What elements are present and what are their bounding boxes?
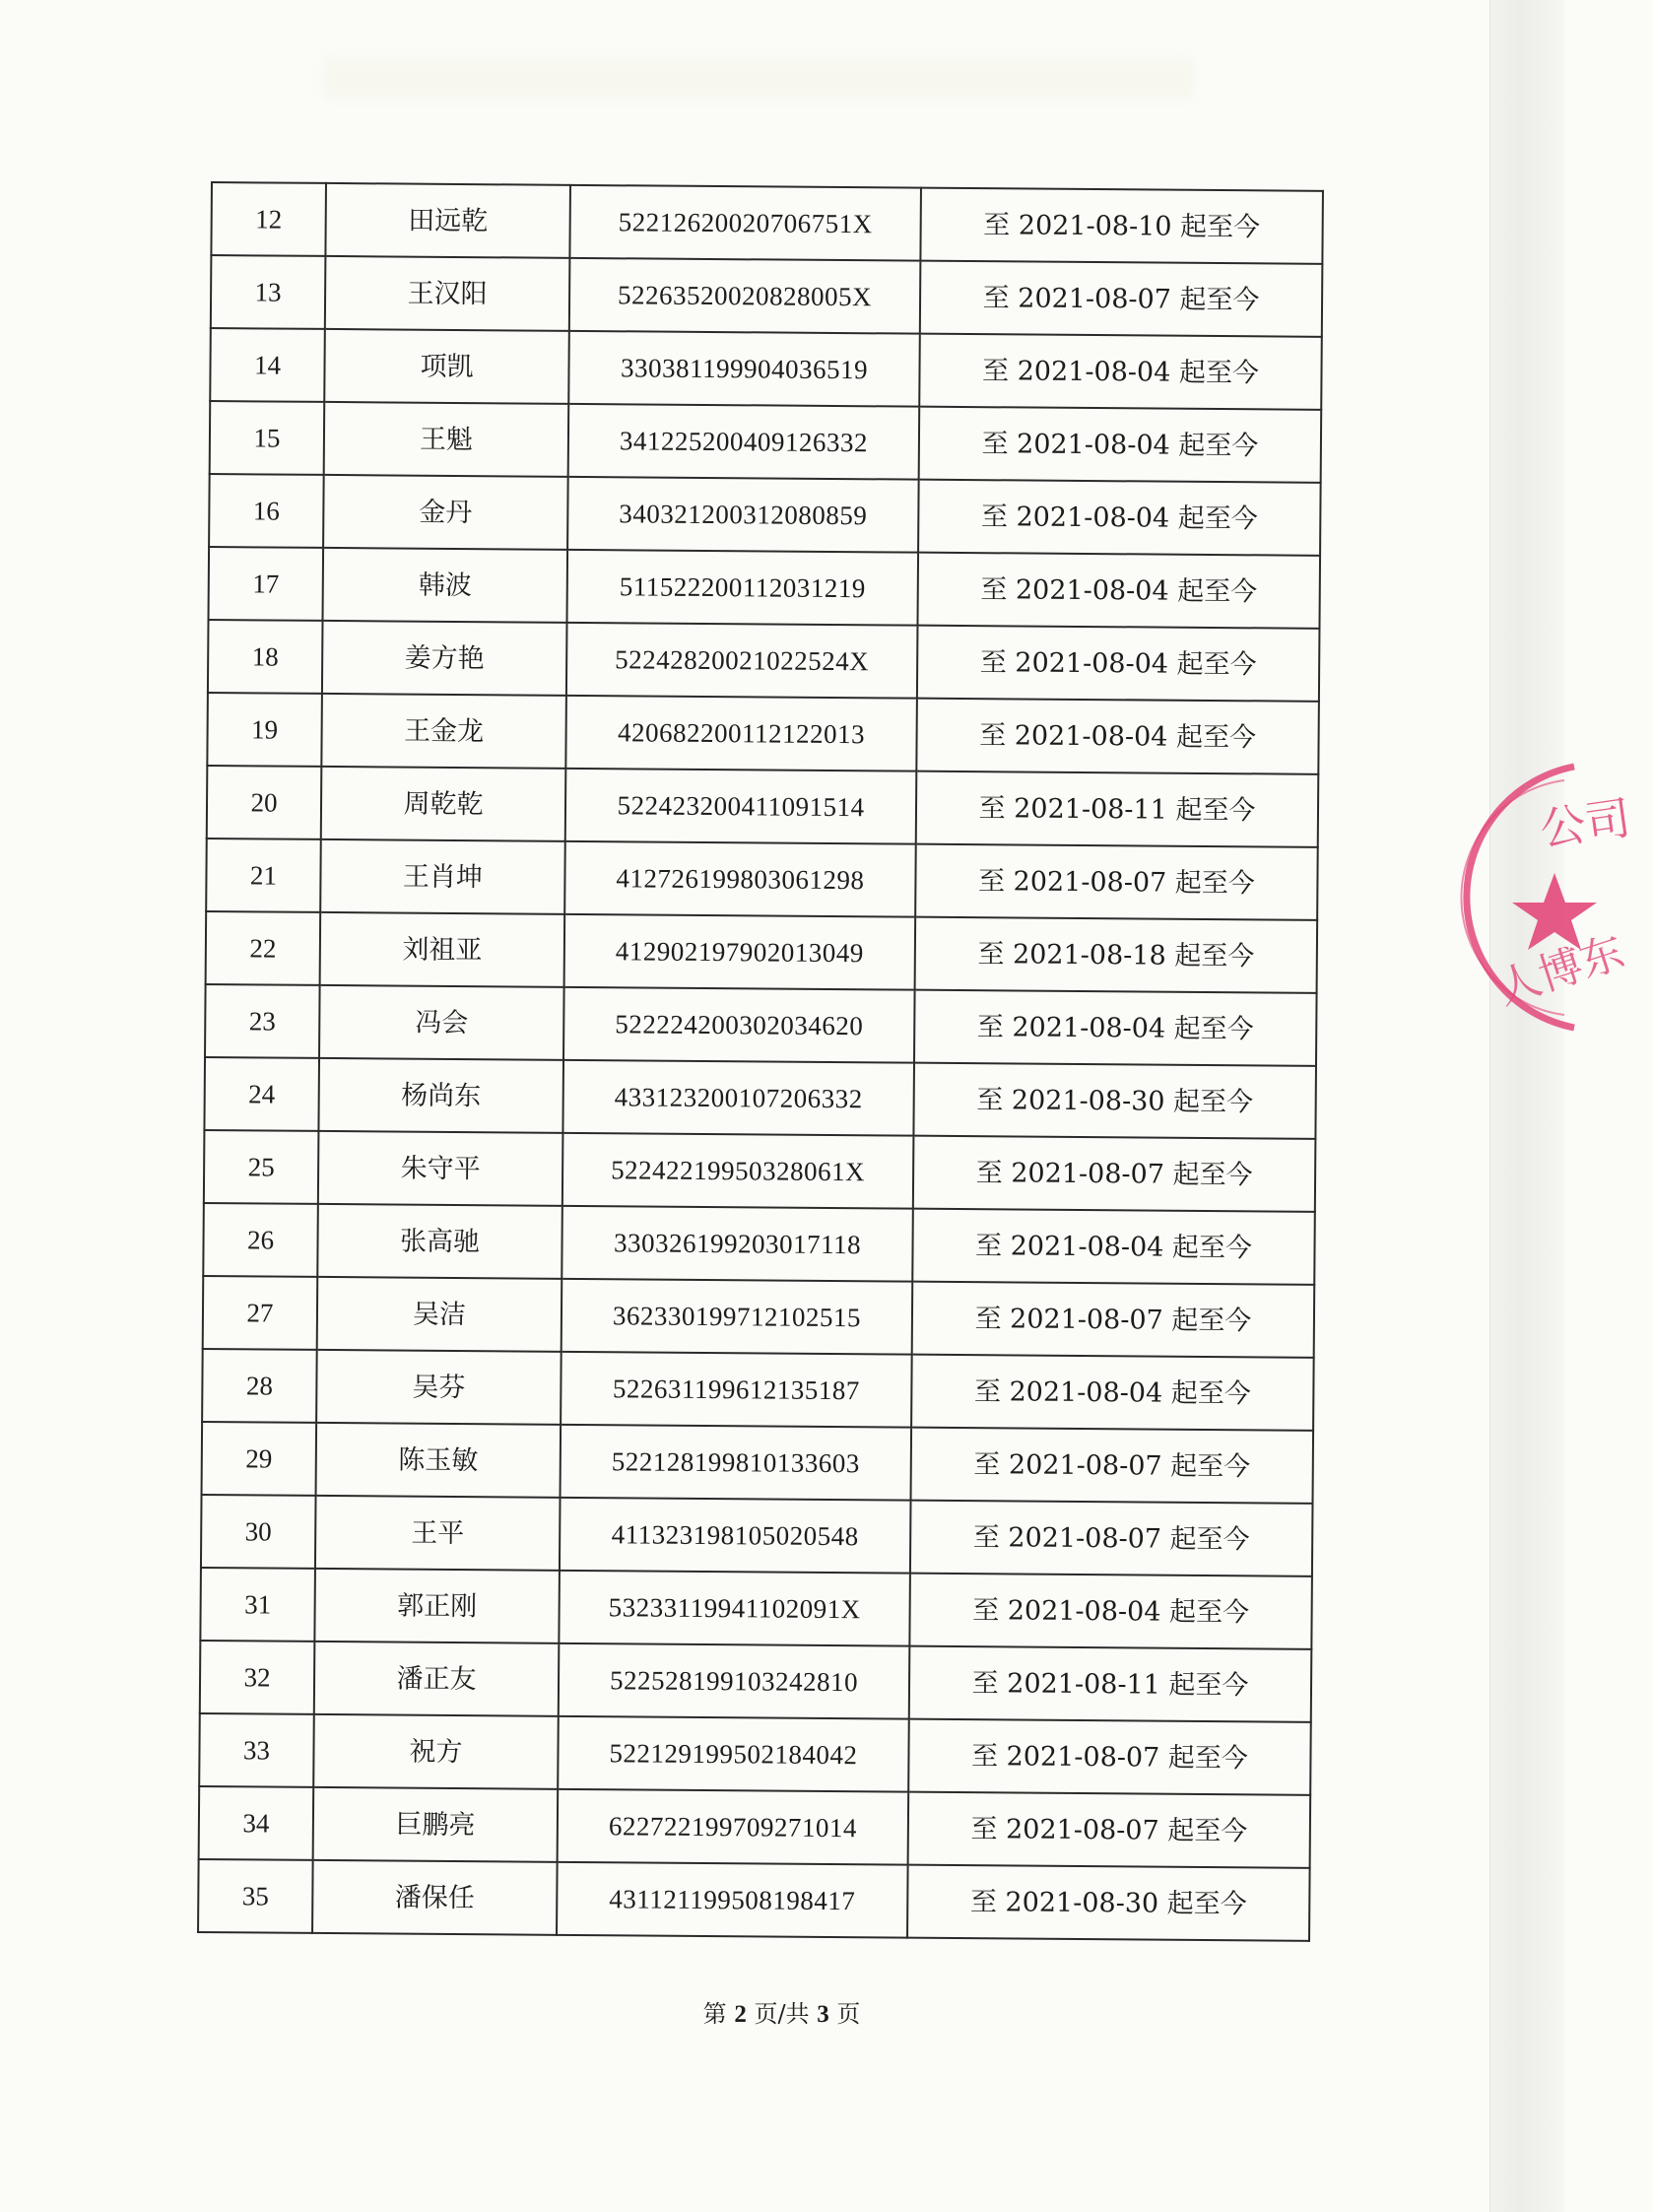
row-number: 12 xyxy=(211,182,326,256)
table-row xyxy=(211,255,1323,337)
page-footer xyxy=(0,1994,1563,2029)
id-number: 52242820021022524X xyxy=(566,623,918,699)
employment-period: 至 2021-08-04 起至今 xyxy=(911,1355,1314,1431)
employment-period: 至 2021-08-04 起至今 xyxy=(917,626,1320,702)
employment-period: 至 2021-08-11 起至今 xyxy=(909,1646,1312,1722)
id-number: 522129199502184042 xyxy=(558,1716,909,1792)
table-row xyxy=(200,1568,1312,1649)
person-name: 朱守平 xyxy=(318,1131,563,1206)
table-row xyxy=(211,182,1323,264)
id-number: 433123200107206332 xyxy=(562,1060,914,1136)
table-row xyxy=(207,766,1319,847)
table-row xyxy=(210,328,1322,410)
employment-period: 至 2021-08-04 起至今 xyxy=(909,1574,1312,1649)
row-number: 31 xyxy=(200,1568,315,1642)
person-name: 王肖坤 xyxy=(320,839,565,914)
table-row xyxy=(202,1422,1314,1504)
employment-period: 至 2021-08-30 起至今 xyxy=(913,1063,1316,1139)
footer-total-pages: 3 xyxy=(817,2001,829,2028)
id-number: 330326199203017118 xyxy=(562,1206,913,1282)
person-name: 刘祖亚 xyxy=(320,912,565,987)
footer-current-page: 2 xyxy=(734,2001,747,2028)
person-name: 吴洁 xyxy=(317,1277,562,1352)
person-name: 吴芬 xyxy=(316,1350,562,1425)
person-name: 潘正友 xyxy=(314,1642,560,1716)
id-number: 52263520020828005X xyxy=(569,258,921,334)
row-number: 19 xyxy=(207,693,322,767)
employment-period: 至 2021-08-30 起至今 xyxy=(907,1865,1310,1941)
person-name: 周乾乾 xyxy=(321,767,566,841)
table-row xyxy=(203,1203,1315,1285)
bleed-through-shadow xyxy=(325,59,1192,99)
id-number: 522224200302034620 xyxy=(563,987,915,1063)
employment-period: 至 2021-08-11 起至今 xyxy=(916,771,1319,847)
footer-middle: 页/共 xyxy=(754,2000,810,2028)
table-row xyxy=(199,1786,1311,1868)
table-row xyxy=(209,547,1321,629)
id-number: 52242219950328061X xyxy=(562,1133,914,1209)
row-number: 23 xyxy=(205,984,320,1058)
id-number: 412902197902013049 xyxy=(564,914,916,990)
person-name: 金丹 xyxy=(323,475,568,550)
table-row xyxy=(202,1349,1314,1431)
row-number: 24 xyxy=(204,1057,319,1131)
table-row xyxy=(208,620,1320,702)
employment-period: 至 2021-08-07 起至今 xyxy=(913,1136,1316,1212)
row-number: 17 xyxy=(209,547,324,621)
table-row xyxy=(209,474,1321,556)
person-name: 王金龙 xyxy=(321,694,566,769)
id-number: 522128199810133603 xyxy=(561,1425,912,1501)
table-row xyxy=(204,1057,1316,1139)
table-row xyxy=(206,911,1318,993)
row-number: 29 xyxy=(202,1422,317,1496)
page-edge xyxy=(1489,0,1564,2212)
row-number: 13 xyxy=(211,255,326,329)
person-name: 祝方 xyxy=(313,1714,559,1789)
person-name: 项凯 xyxy=(324,329,569,404)
row-number: 35 xyxy=(198,1859,313,1933)
row-number: 16 xyxy=(209,474,324,548)
person-name: 张高驰 xyxy=(317,1204,562,1279)
row-number: 33 xyxy=(199,1713,314,1787)
id-number: 362330199712102515 xyxy=(562,1279,913,1355)
id-number: 522631199612135187 xyxy=(561,1352,912,1428)
row-number: 15 xyxy=(210,401,325,475)
table-body xyxy=(198,182,1323,1941)
id-number: 511522200112031219 xyxy=(566,550,918,626)
row-number: 18 xyxy=(208,620,323,694)
employment-period: 至 2021-08-18 起至今 xyxy=(915,917,1318,993)
table-row xyxy=(200,1641,1312,1722)
row-number: 14 xyxy=(210,328,325,402)
employment-period: 至 2021-08-04 起至今 xyxy=(914,990,1317,1066)
id-number: 522423200411091514 xyxy=(565,769,917,844)
person-name: 王魁 xyxy=(324,402,569,477)
id-number: 52212620020706751X xyxy=(569,185,921,261)
id-number: 411323198105020548 xyxy=(560,1498,911,1574)
row-number: 34 xyxy=(199,1786,314,1860)
id-number: 431121199508198417 xyxy=(557,1862,908,1938)
person-name: 潘保任 xyxy=(312,1860,558,1935)
person-name: 田远乾 xyxy=(325,183,570,258)
employment-period: 至 2021-08-04 起至今 xyxy=(919,407,1322,483)
employment-period: 至 2021-08-07 起至今 xyxy=(912,1282,1315,1358)
table-row xyxy=(207,693,1319,774)
seal-text-lower: 人博东 xyxy=(1490,926,1631,1015)
row-number: 22 xyxy=(206,911,321,985)
table-row xyxy=(206,838,1318,920)
table-row xyxy=(204,1130,1316,1212)
employment-period: 至 2021-08-07 起至今 xyxy=(915,844,1318,920)
person-name: 巨鹏亮 xyxy=(313,1787,559,1862)
employment-period: 至 2021-08-07 起至今 xyxy=(910,1501,1313,1576)
employment-period: 至 2021-08-04 起至今 xyxy=(916,699,1319,774)
table-row xyxy=(201,1495,1313,1576)
footer-prefix: 第 xyxy=(702,2000,727,2028)
employment-period: 至 2021-08-07 起至今 xyxy=(920,261,1323,337)
id-number: 330381199904036519 xyxy=(568,331,920,407)
employment-period: 至 2021-08-04 起至今 xyxy=(919,334,1322,410)
employment-period: 至 2021-08-04 起至今 xyxy=(918,480,1321,556)
person-name: 冯会 xyxy=(319,985,564,1060)
row-number: 26 xyxy=(203,1203,318,1277)
table-row xyxy=(203,1276,1315,1358)
table-row xyxy=(205,984,1317,1066)
id-number: 622722199709271014 xyxy=(558,1789,909,1865)
table-row xyxy=(198,1859,1310,1941)
footer-suffix: 页 xyxy=(836,2000,861,2028)
table-container xyxy=(197,181,1324,1942)
row-number: 28 xyxy=(202,1349,317,1423)
row-number: 25 xyxy=(204,1130,319,1204)
employment-period: 至 2021-08-04 起至今 xyxy=(917,553,1320,629)
row-number: 20 xyxy=(207,766,322,839)
seal-text-upper: 公司 xyxy=(1537,790,1634,856)
employment-period: 至 2021-08-07 起至今 xyxy=(908,1792,1311,1868)
company-seal-stamp xyxy=(1426,747,1653,1042)
row-number: 27 xyxy=(203,1276,318,1350)
employment-period: 至 2021-08-07 起至今 xyxy=(908,1719,1311,1795)
id-number: 412726199803061298 xyxy=(564,841,916,917)
person-name: 王汉阳 xyxy=(325,256,570,331)
row-number: 30 xyxy=(201,1495,316,1569)
person-name: 姜方艳 xyxy=(322,621,567,696)
person-name: 郭正刚 xyxy=(314,1569,560,1643)
person-name: 韩波 xyxy=(323,548,568,623)
table-row xyxy=(210,401,1322,483)
person-name: 杨尚东 xyxy=(318,1058,563,1133)
employment-period: 至 2021-08-10 起至今 xyxy=(920,188,1323,264)
personnel-table xyxy=(197,181,1324,1942)
table-row xyxy=(199,1713,1311,1795)
id-number: 522528199103242810 xyxy=(559,1643,910,1719)
row-number: 32 xyxy=(200,1641,315,1714)
id-number: 340321200312080859 xyxy=(567,477,919,553)
person-name: 王平 xyxy=(315,1496,561,1571)
id-number: 420682200112122013 xyxy=(565,696,917,771)
employment-period: 至 2021-08-04 起至今 xyxy=(912,1209,1315,1285)
id-number: 341225200409126332 xyxy=(568,404,920,480)
id-number: 53233119941102091X xyxy=(559,1571,910,1646)
person-name: 陈玉敏 xyxy=(316,1423,562,1498)
employment-period: 至 2021-08-07 起至今 xyxy=(911,1428,1314,1504)
row-number: 21 xyxy=(206,838,321,912)
